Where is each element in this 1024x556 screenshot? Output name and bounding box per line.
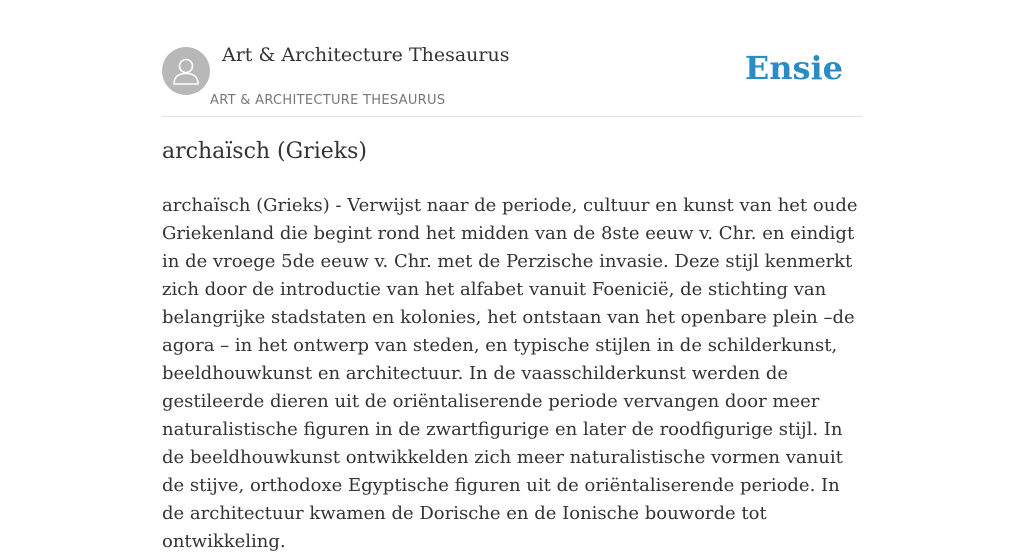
user-icon — [162, 47, 210, 95]
avatar[interactable] — [162, 47, 210, 95]
article-body: archaïsch (Grieks) - Verwijst naar de periode, cultuur en kunst van het oude Griekenland die begint rond het midden van de 8ste eeuw v. Chr. en eindigt in de vroege 5de eeuw v. Chr. met de Perzische invasie. Deze stijl kenmerkt zich door de introductie van het alfabet vanuit Foenicië, de stichting van belangrijke stadstaten en kolonies, het ontstaan van het openbare plein –de agora – in het ontwerp van steden, en typische stijlen in de schilderkunst, beeldhouwkunst en architectuur. In de vaasschilderkunst werden de gestileerde dieren uit de oriëntaliserende periode vervangen door meer naturalistische figuren in de zwartfigurige en later de roodfigurige stijl. In de beeldhouwkunst ontwikkelden zich meer naturalistische vormen vanuit de stijve, orthodoxe Egyptische figuren uit de oriëntaliserende periode. In de architectuur kwamen de Dorische en de Ionische bouworde tot ontwikkeling. — [162, 195, 858, 552]
source-subtitle[interactable]: ART & ARCHITECTURE THESAURUS — [210, 93, 446, 108]
brand-logo[interactable]: Ensie — [744, 49, 843, 87]
source-header — [162, 40, 862, 117]
article-title: archaïsch (Grieks) — [162, 139, 367, 164]
source-title[interactable]: Art & Architecture Thesaurus — [222, 44, 510, 66]
